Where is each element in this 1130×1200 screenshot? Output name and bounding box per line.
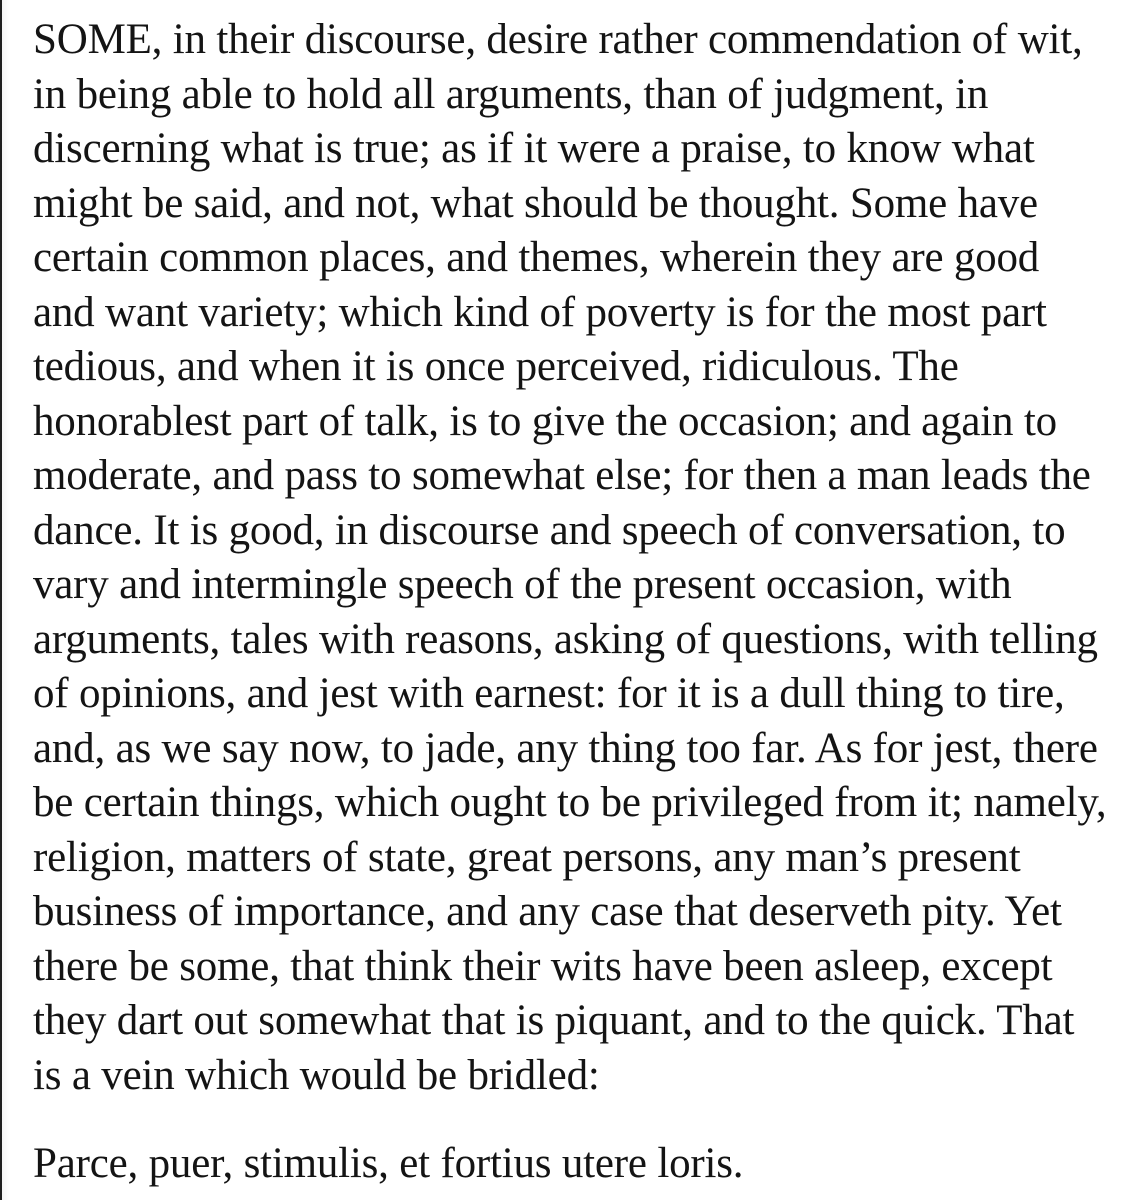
- text-line: be certain things, which ought to be privileged from it; namely,: [33, 779, 1107, 826]
- text-line: certain common places, and themes, wherein they are good: [33, 234, 1040, 281]
- text-line: vary and intermingle speech of the present occasion, with: [33, 561, 1012, 608]
- text-line: arguments, tales with reasons, asking of questions, with telling: [33, 615, 1098, 663]
- text-line: in being able to hold all arguments, than of judgment, in: [33, 70, 989, 118]
- text-line: of opinions, and jest with earnest: for it is a dull thing to tire,: [33, 670, 1065, 717]
- text-line: and want variety; which kind of poverty is for the most part: [33, 288, 1047, 336]
- text-line: there be some, that think their wits have been asleep, except: [33, 942, 1053, 990]
- essay-text-block: [33, 13, 1106, 1192]
- text-line: they dart out somewhat that is piquant, and to the quick. That: [33, 997, 1075, 1044]
- text-line: discerning what is true; as if it were a praise, to know what: [33, 125, 1035, 172]
- text-line: honorablest part of talk, is to give the occasion; and again to: [33, 397, 1057, 445]
- latin-quote: Parce, puer, stimulis, et fortius utere loris.: [33, 1140, 744, 1187]
- text-line: tedious, and when it is once perceived, ridiculous. The: [33, 343, 959, 390]
- left-scan-edge-shade: [2, 0, 10, 1200]
- text-line: and, as we say now, to jade, any thing too far. As for jest, there: [33, 724, 1098, 772]
- text-line: religion, matters of state, great persons, any man’s present: [33, 833, 1021, 881]
- text-line: might be said, and not, what should be thought. Some have: [33, 179, 1038, 227]
- text-line: dance. It is good, in discourse and speech of conversation, to: [33, 506, 1066, 554]
- text-line: business of importance, and any case that deserveth pity. Yet: [33, 888, 1062, 935]
- text-line: is a vein which would be bridled:: [33, 1051, 600, 1099]
- text-line: moderate, and pass to somewhat else; for then a man leads the: [33, 452, 1091, 499]
- text-line: SOME, in their discourse, desire rather commendation of wit,: [33, 16, 1083, 63]
